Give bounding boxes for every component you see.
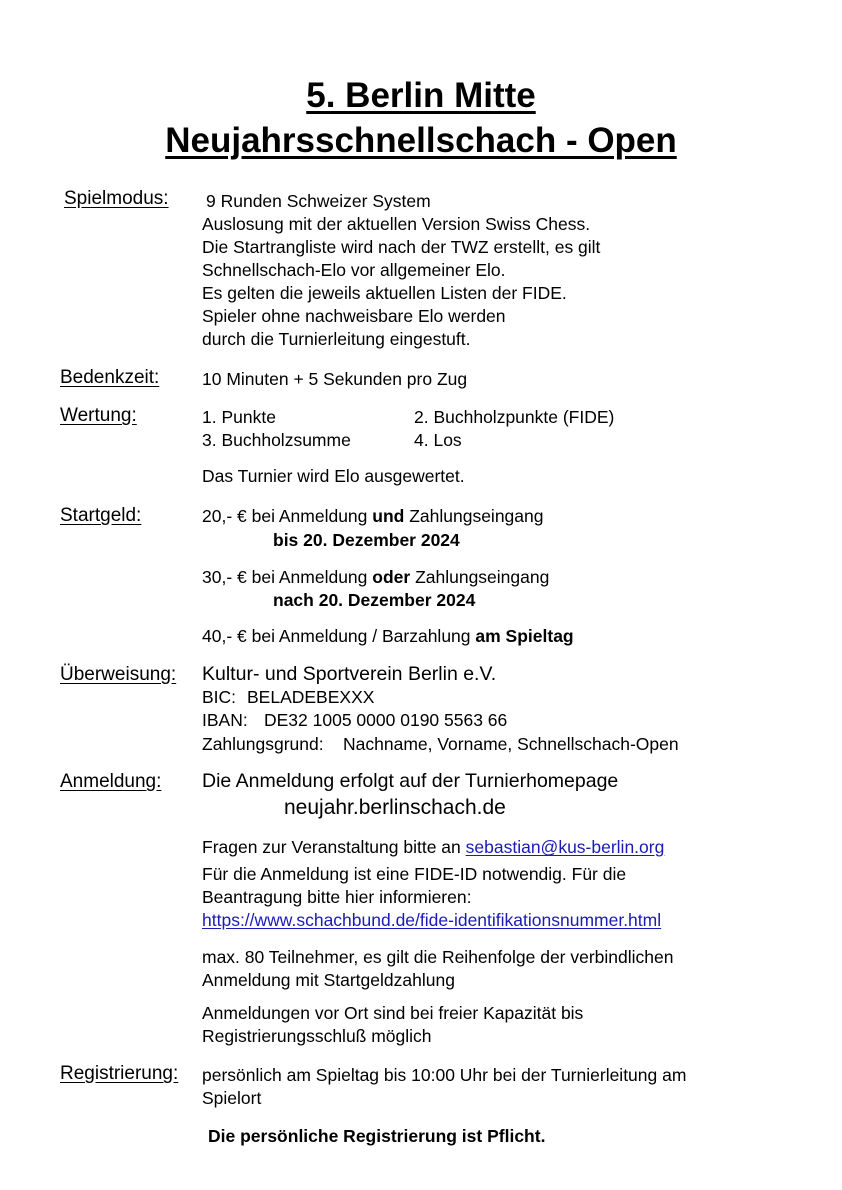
spielmodus-line: Spieler ohne nachweisbare Elo werden	[202, 306, 506, 326]
bedenkzeit-text: 10 Minuten + 5 Sekunden pro Zug	[202, 369, 468, 389]
spielmodus-line: Es gelten die jeweils aktuellen Listen der FIDE.	[202, 283, 567, 303]
email-link[interactable]: sebastian@kus-berlin.org	[465, 837, 665, 857]
registrierung-line: Spielort	[202, 1088, 262, 1108]
registrierung-mandatory: Die persönliche Registrierung ist Pflicht.	[208, 1126, 546, 1146]
startgeld-tier-1: 20,- € bei Anmeldung und Zahlungseingang	[202, 506, 544, 526]
anmeldung-fide-line: Für die Anmeldung ist eine FIDE-ID notwendig. Für die	[202, 864, 627, 884]
anmeldung-homepage: neujahr.berlinschach.de	[284, 796, 506, 819]
ueberweisung-purpose: Nachname, Vorname, Schnellschach-Open	[343, 734, 679, 754]
anmeldung-max-line: Anmeldung mit Startgeldzahlung	[202, 970, 455, 990]
ueberweisung-iban: DE32 1005 0000 0190 5563 66	[264, 710, 508, 730]
spielmodus-line: Auslosung mit der aktuellen Version Swiss Chess.	[202, 214, 591, 234]
label-startgeld: Startgeld:	[60, 505, 142, 526]
label-wertung: Wertung:	[60, 405, 137, 426]
spielmodus-line: Die Startrangliste wird nach der TWZ erstellt, es gilt	[202, 237, 601, 257]
startgeld-tier-2: 30,- € bei Anmeldung oder Zahlungseingang	[202, 567, 550, 587]
anmeldung-fide-line: Beantragung bitte hier informieren:	[202, 887, 472, 907]
title-line-1: 5. Berlin Mitte	[306, 76, 536, 115]
anmeldung-questions: Fragen zur Veranstaltung bitte an sebastian@kus-berlin.org	[202, 837, 665, 857]
wertung-criterion: 1. Punkte	[202, 407, 276, 427]
anmeldung-intro: Die Anmeldung erfolgt auf der Turnierhomepage	[202, 770, 619, 792]
startgeld-tier-1-deadline: bis 20. Dezember 2024	[273, 530, 460, 550]
ueberweisung-recipient: Kultur- und Sportverein Berlin e.V.	[202, 663, 497, 685]
wertung-criterion: 3. Buchholzsumme	[202, 430, 351, 450]
spielmodus-line: Schnellschach-Elo vor allgemeiner Elo.	[202, 260, 506, 280]
title-line-2: Neujahrsschnellschach - Open	[165, 121, 677, 160]
spielmodus-line: 9 Runden Schweizer System	[206, 191, 431, 211]
label-ueberweisung: Überweisung:	[60, 664, 177, 685]
anmeldung-onsite-line: Registrierungsschluß möglich	[202, 1026, 432, 1046]
anmeldung-max-line: max. 80 Teilnehmer, es gilt die Reihenfolge der verbindlichen	[202, 947, 674, 967]
label-spielmodus: Spielmodus:	[64, 188, 169, 209]
wertung-note: Das Turnier wird Elo ausgewertet.	[202, 466, 465, 486]
ueberweisung-iban-label: IBAN:	[202, 710, 248, 730]
wertung-criterion: 4. Los	[414, 430, 462, 450]
wertung-criterion: 2. Buchholzpunkte (FIDE)	[414, 407, 615, 427]
anmeldung-onsite-line: Anmeldungen vor Ort sind bei freier Kapazität bis	[202, 1003, 584, 1023]
label-registrierung: Registrierung:	[60, 1063, 179, 1084]
ueberweisung-purpose-label: Zahlungsgrund:	[202, 734, 324, 754]
spielmodus-line: durch die Turnierleitung eingestuft.	[202, 329, 471, 349]
ueberweisung-bic: BELADEBEXXX	[247, 687, 375, 707]
ueberweisung-bic-label: BIC:	[202, 687, 237, 707]
fide-link[interactable]: https://www.schachbund.de/fide-identifikationsnummer.html	[202, 910, 662, 930]
startgeld-tier-2-deadline: nach 20. Dezember 2024	[273, 590, 476, 610]
label-bedenkzeit: Bedenkzeit:	[60, 367, 160, 388]
registrierung-line: persönlich am Spieltag bis 10:00 Uhr bei der Turnierleitung am	[202, 1065, 687, 1085]
label-anmeldung: Anmeldung:	[60, 771, 162, 792]
startgeld-tier-3: 40,- € bei Anmeldung / Barzahlung am Spieltag	[202, 626, 574, 646]
